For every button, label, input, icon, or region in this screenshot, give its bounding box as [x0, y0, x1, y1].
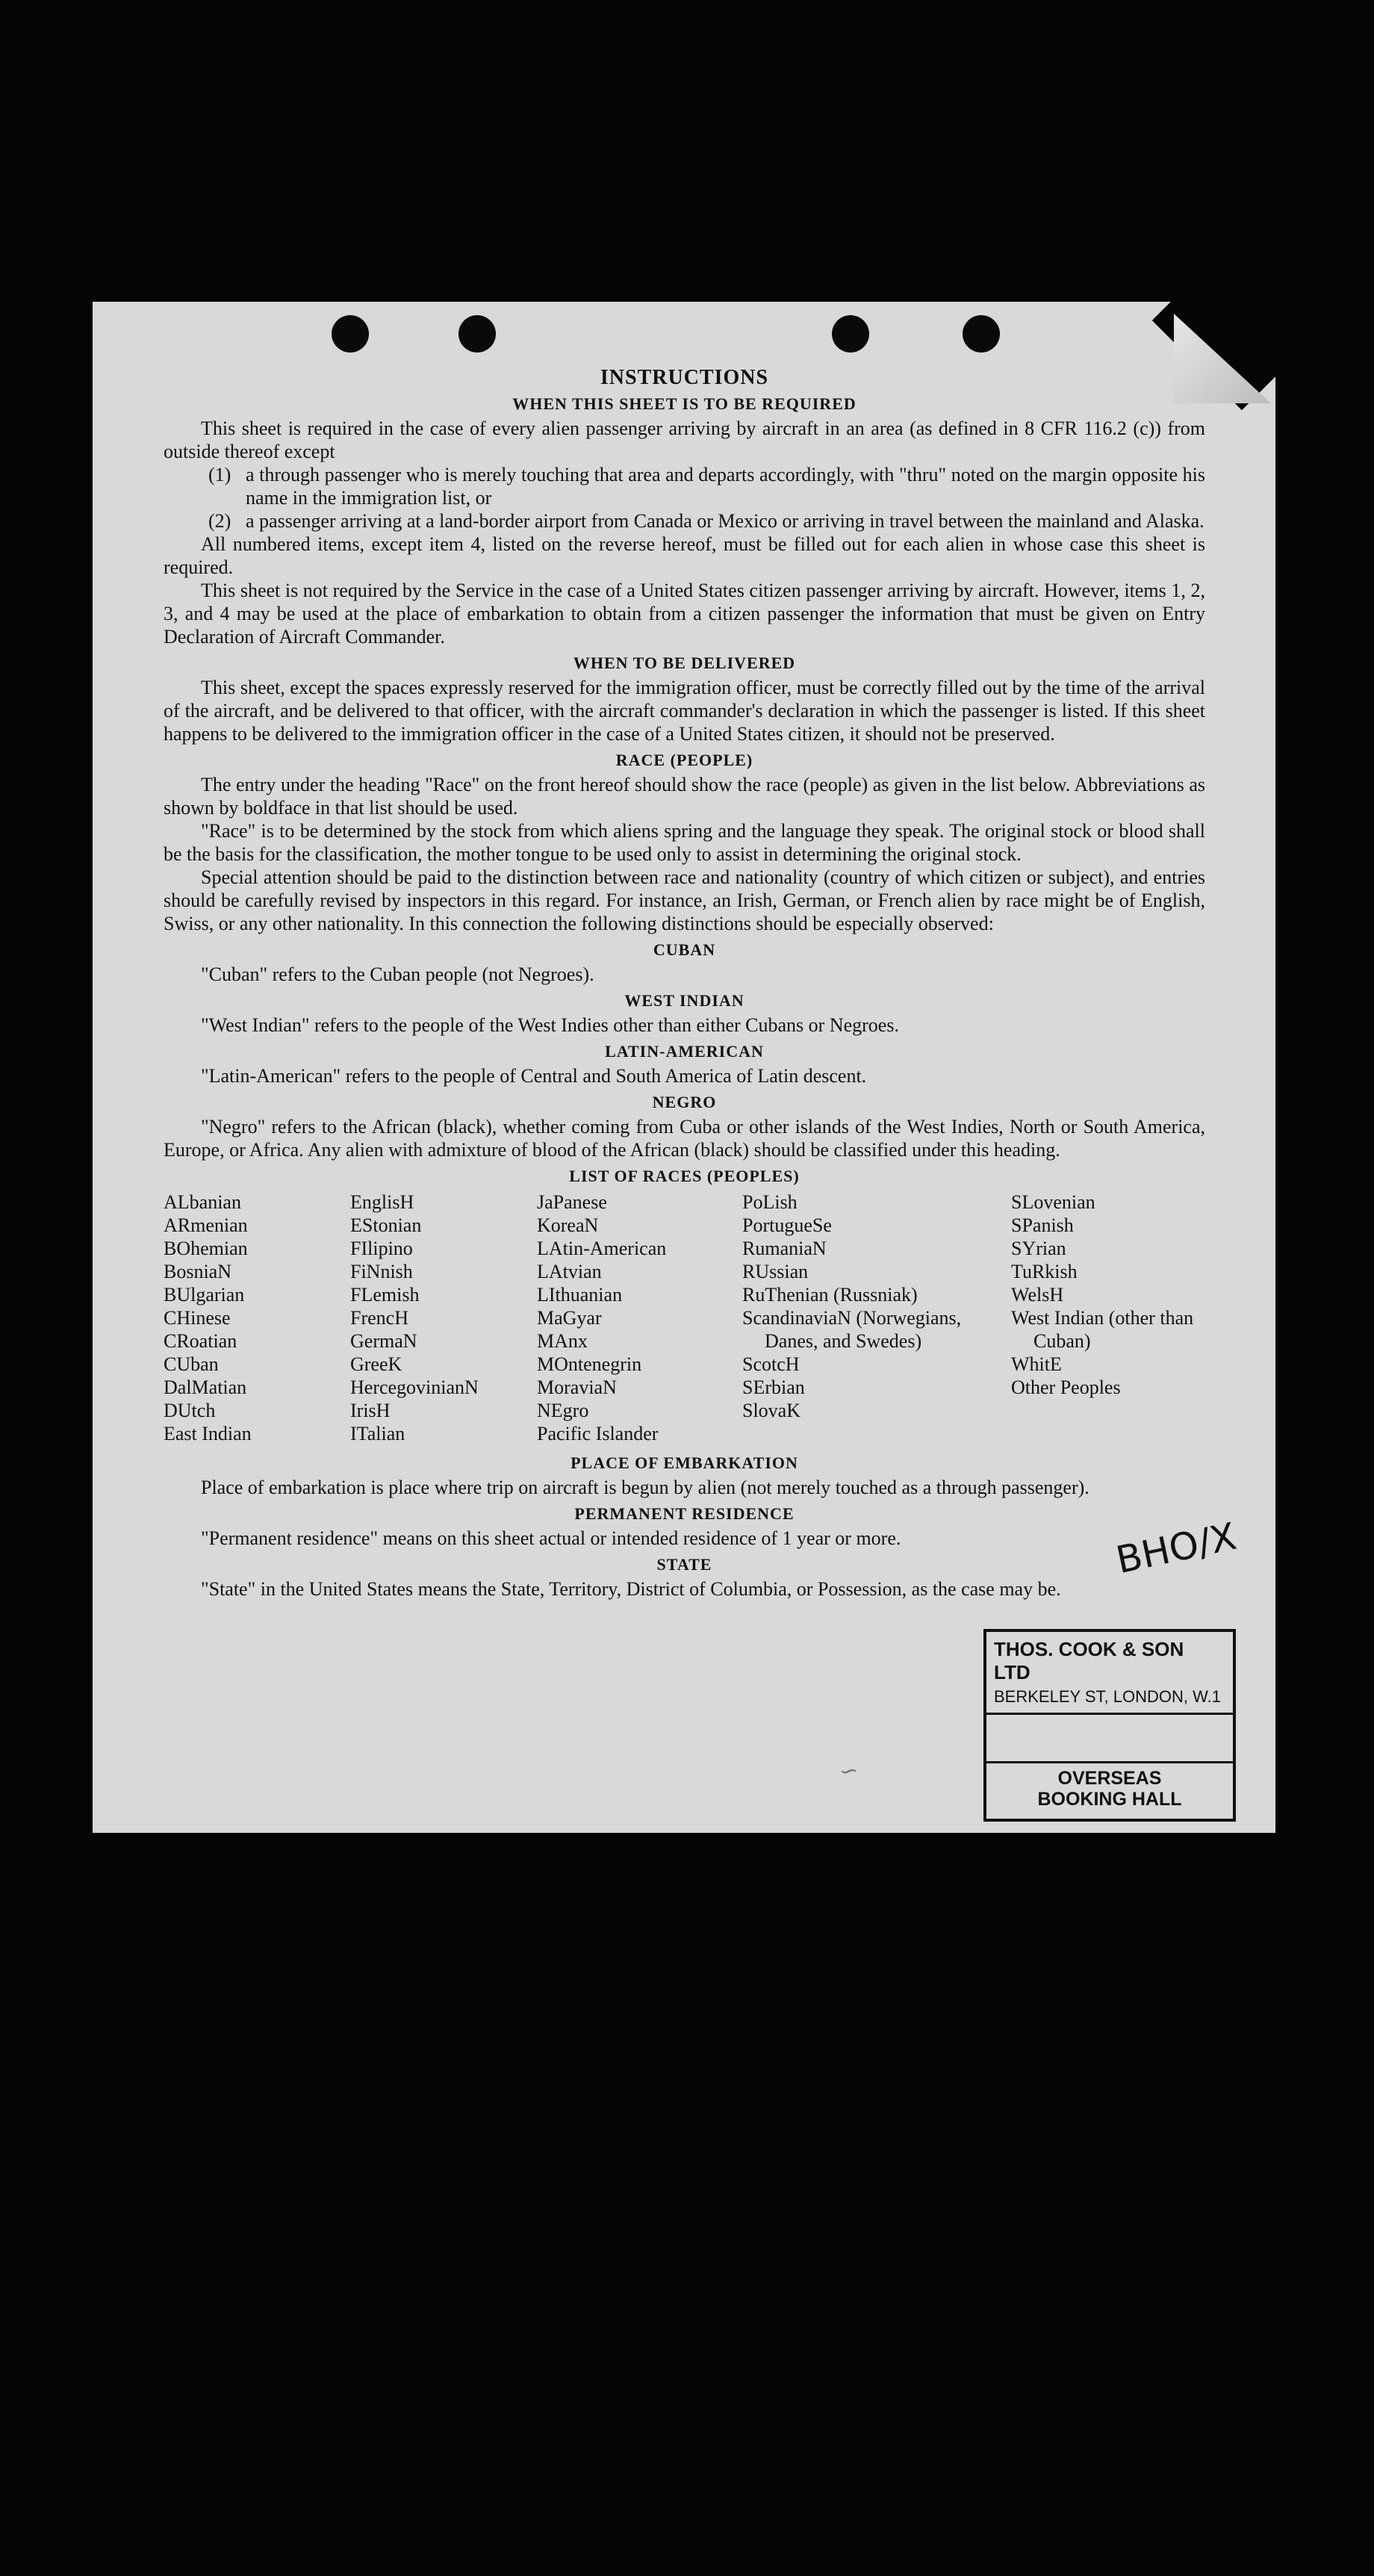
race-item: TuRkish: [1011, 1261, 1078, 1282]
race-item: ALbanian: [164, 1191, 241, 1213]
race-column-4: [742, 1191, 1011, 1445]
state-text: "State" in the United States means the State, Territory, District of Columbia, or Possession, as the case may be.: [201, 1578, 1061, 1600]
heading-race-list: LIST OF RACES (PEOPLES): [569, 1167, 800, 1185]
race-item: WhitE: [1011, 1353, 1062, 1375]
instructions-body: [164, 366, 1205, 1601]
punch-hole: [963, 315, 1000, 353]
page-title: INSTRUCTIONS: [600, 366, 769, 389]
race-item: ScandinaviaN (Norwegians, Danes, and Swedes): [742, 1307, 962, 1352]
embarkation-text: Place of embarkation is place where trip on aircraft is begun by alien (not merely touched as a through passenger).: [201, 1477, 1089, 1498]
stamp-line: OVERSEAS: [1057, 1768, 1162, 1789]
race-item: EnglisH: [350, 1191, 414, 1213]
race-item: WelsH: [1011, 1284, 1064, 1306]
residence-text: "Permanent residence" means on this sheet actual or intended residence of 1 year or more.: [201, 1527, 901, 1549]
punch-hole: [832, 315, 869, 353]
race-item: MOntenegrin: [537, 1353, 642, 1375]
stamp-company: THOS. COOK & SON LTD: [994, 1638, 1184, 1683]
race-item: FIlipino: [350, 1238, 413, 1259]
race-item: Other Peoples: [1011, 1377, 1121, 1398]
race-item: ITalian: [350, 1423, 405, 1444]
race-item: IrisH: [350, 1400, 391, 1421]
race-column-5: [1011, 1191, 1205, 1445]
race-item: CRoatian: [164, 1330, 237, 1352]
race-item: FiNnish: [350, 1261, 413, 1282]
race-para3: Special attention should be paid to the distinction between race and nationality (country of which citizen or subject), and entries should be carefully revised by inspectors in this regard. For instance, an Irish, German, or French alien by race might be of English, Swiss, or any other nationality. In this connection the following distinctions should be especially observed:: [164, 866, 1205, 934]
race-item: Pacific Islander: [537, 1423, 659, 1444]
race-list: [164, 1191, 1205, 1445]
delivered-para1: This sheet, except the spaces expressly reserved for the immigration officer, must be correctly filled out by the time of the arrival of the aircraft, and be delivered to that officer, with the aircraft commander's declaration in which the passenger is listed. If this sheet happens to be delivered to the immigration officer in the case of a United States citizen, it should not be preserved.: [164, 677, 1205, 745]
stamp-department: [986, 1761, 1233, 1810]
stamp-address: BERKELEY ST, LONDON, W.1: [986, 1684, 1233, 1715]
race-item: West Indian (other than Cuban): [1011, 1307, 1194, 1352]
west-indian-text: "West Indian" refers to the people of the West Indies other than either Cubans or Negroes.: [201, 1014, 899, 1036]
race-item: FLemish: [350, 1284, 420, 1306]
race-item: CHinese: [164, 1307, 231, 1329]
race-item: BosniaN: [164, 1261, 231, 1282]
heading-state: STATE: [656, 1555, 712, 1574]
heading-embarkation: PLACE OF EMBARKATION: [571, 1453, 798, 1472]
required-para2: All numbered items, except item 4, listed on the reverse hereof, must be filled out for each alien in whose case this sheet is required.: [164, 533, 1205, 578]
heading-negro: NEGRO: [652, 1093, 717, 1111]
race-item: GermaN: [350, 1330, 417, 1352]
heading-west-indian: WEST INDIAN: [624, 991, 744, 1010]
heading-race: RACE (PEOPLE): [615, 751, 753, 769]
punch-hole: [458, 315, 496, 353]
race-item: PoLish: [742, 1191, 798, 1213]
latin-american-text: "Latin-American" refers to the people of Central and South America of Latin descent.: [201, 1065, 867, 1087]
race-item: JaPanese: [537, 1191, 607, 1213]
race-item: RumaniaN: [742, 1238, 827, 1259]
item-text: a passenger arriving at a land-border airport from Canada or Mexico or arriving in travel between the mainland and Alaska.: [246, 510, 1204, 532]
race-column-2: [350, 1191, 537, 1445]
race-item: LAtin-American: [537, 1238, 667, 1259]
race-item: MAnx: [537, 1330, 588, 1352]
heading-delivered: WHEN TO BE DELIVERED: [573, 654, 796, 672]
race-column-3: [537, 1191, 742, 1445]
race-item: KoreaN: [537, 1214, 599, 1236]
required-para1: This sheet is required in the case of every alien passenger arriving by aircraft in an area (as defined in 8 CFR 116.2 (c)) from outside thereof except: [164, 418, 1205, 462]
race-item: SLovenian: [1011, 1191, 1095, 1213]
race-item: RuThenian (Russniak): [742, 1284, 918, 1306]
negro-text: "Negro" refers to the African (black), whether coming from Cuba or other islands of the West Indies, North or South America, Europe, or Africa. Any alien with admixture of blood of the African (black) should be classified under this heading.: [164, 1116, 1205, 1161]
race-item: PortugueSe: [742, 1214, 832, 1236]
race-item: LAtvian: [537, 1261, 602, 1282]
race-item: ARmenian: [164, 1214, 248, 1236]
heading-required: WHEN THIS SHEET IS TO BE REQUIRED: [512, 394, 857, 413]
required-item1: [164, 463, 1205, 509]
race-item: SYrian: [1011, 1238, 1066, 1259]
race-item: ScotcH: [742, 1353, 800, 1375]
race-para2: "Race" is to be determined by the stock from which aliens spring and the language they speak. The original stock or blood shall be the basis for the classification, the mother tongue to be used only to assist in determining the original stock.: [164, 820, 1205, 865]
handwritten-annotation: BHO/X: [1112, 1514, 1240, 1583]
race-item: DUtch: [164, 1400, 216, 1421]
race-item: SPanish: [1011, 1214, 1074, 1236]
stamp-line: BOOKING HALL: [1037, 1789, 1182, 1810]
cuban-text: "Cuban" refers to the Cuban people (not Negroes).: [201, 963, 594, 985]
heading-residence: PERMANENT RESIDENCE: [574, 1504, 795, 1523]
race-item: BOhemian: [164, 1238, 248, 1259]
faint-scribble: ∽: [837, 1757, 860, 1786]
race-item: HercegovinianN: [350, 1377, 479, 1398]
document-sheet: [93, 302, 1275, 1833]
race-item: BUlgarian: [164, 1284, 245, 1306]
race-item: CUban: [164, 1353, 219, 1375]
race-item: SErbian: [742, 1377, 805, 1398]
travel-agent-stamp: [983, 1629, 1236, 1822]
heading-latin-american: LATIN-AMERICAN: [605, 1042, 764, 1061]
punch-hole: [332, 315, 369, 353]
race-item: FrencH: [350, 1307, 408, 1329]
race-item: RUssian: [742, 1261, 809, 1282]
required-item2: [164, 509, 1205, 533]
item-number: (2): [208, 510, 231, 532]
item-text: a through passenger who is merely touching that area and departs accordingly, with "thru" noted on the margin opposite his name in the immigration list, or: [246, 464, 1205, 509]
item-number: (1): [208, 464, 231, 485]
race-para1: The entry under the heading "Race" on the front hereof should show the race (people) as given in the list below. Abbreviations as shown by boldface in that list should be used.: [164, 774, 1205, 819]
race-item: EStonian: [350, 1214, 422, 1236]
race-item: MoraviaN: [537, 1377, 617, 1398]
required-para3: This sheet is not required by the Service in the case of a United States citizen passenger arriving by aircraft. However, items 1, 2, 3, and 4 may be used at the place of embarkation to obtain from a citizen passenger the information that must be given on Entry Declaration of Aircraft Commander.: [164, 580, 1205, 648]
race-item: MaGyar: [537, 1307, 602, 1329]
race-item: GreeK: [350, 1353, 402, 1375]
race-column-1: [164, 1191, 350, 1445]
race-item: DalMatian: [164, 1377, 247, 1398]
race-item: SlovaK: [742, 1400, 801, 1421]
heading-cuban: CUBAN: [653, 940, 716, 959]
race-item: NEgro: [537, 1400, 589, 1421]
race-item: East Indian: [164, 1423, 252, 1444]
race-item: LIthuanian: [537, 1284, 623, 1306]
